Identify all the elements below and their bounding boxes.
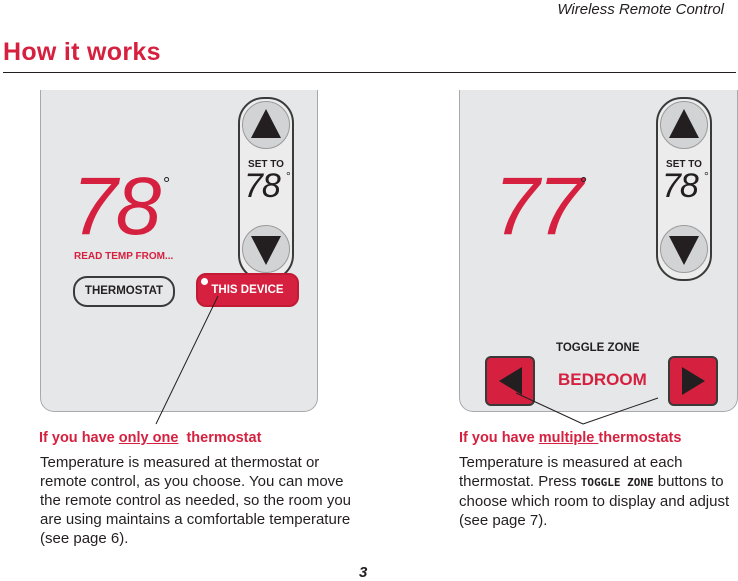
zone-name: BEDROOM xyxy=(558,370,647,389)
this-device-button-label: THIS DEVICE xyxy=(211,284,284,296)
callout-line-prev-button xyxy=(516,393,583,424)
caption-multiple-thermostats xyxy=(459,430,681,446)
caption-left-emphasis: only one xyxy=(118,430,179,446)
read-temp-from-label: READ TEMP FROM... xyxy=(74,251,174,262)
toggle-zone-label: TOGGLE ZONE xyxy=(556,342,640,354)
thermostat-button[interactable]: THERMOSTAT xyxy=(73,276,175,307)
body-text-multiple-thermostats xyxy=(459,453,738,530)
current-temperature-left: 78 xyxy=(72,161,160,252)
callout-line-this-device xyxy=(156,296,218,424)
current-temperature-right: 77 xyxy=(494,161,582,252)
set-degree-symbol-right: ° xyxy=(704,169,709,183)
page-heading: How it works xyxy=(3,38,161,66)
set-degree-symbol-left: ° xyxy=(286,169,291,183)
toggle-zone-inline-label: TOGGLE ZONE xyxy=(580,476,654,489)
page-number: 3 xyxy=(359,564,368,581)
caption-left-prefix: If you have xyxy=(39,430,119,446)
set-to-label-right: SET TO xyxy=(666,159,702,170)
body-right-after: buttons to choose which room to display and adjust (see page 7). xyxy=(459,473,730,529)
callout-line-next-button xyxy=(583,398,658,424)
caption-left-suffix: thermostat xyxy=(178,430,262,446)
caption-right-emphasis: multiple xyxy=(538,430,599,446)
caption-right-suffix: thermostats xyxy=(598,430,682,446)
caption-single-thermostat xyxy=(39,430,261,446)
body-text-single-thermostat: Temperature is measured at thermostat or remote control, as you choose. You can move the remote control as needed, so the room you are using maintains a comfortable temperature (see page 6). xyxy=(40,454,352,547)
body-right-before: Temperature is measured at each thermostat. Press xyxy=(459,454,683,490)
degree-symbol-right: ° xyxy=(580,174,588,194)
set-temperature-right: 78 xyxy=(662,167,698,205)
set-temperature-left: 78 xyxy=(244,167,280,205)
document-header-title: Wireless Remote Control xyxy=(557,1,724,18)
set-to-label-left: SET TO xyxy=(248,159,284,170)
degree-symbol-left: ° xyxy=(163,174,171,194)
caption-right-prefix: If you have xyxy=(459,430,539,446)
